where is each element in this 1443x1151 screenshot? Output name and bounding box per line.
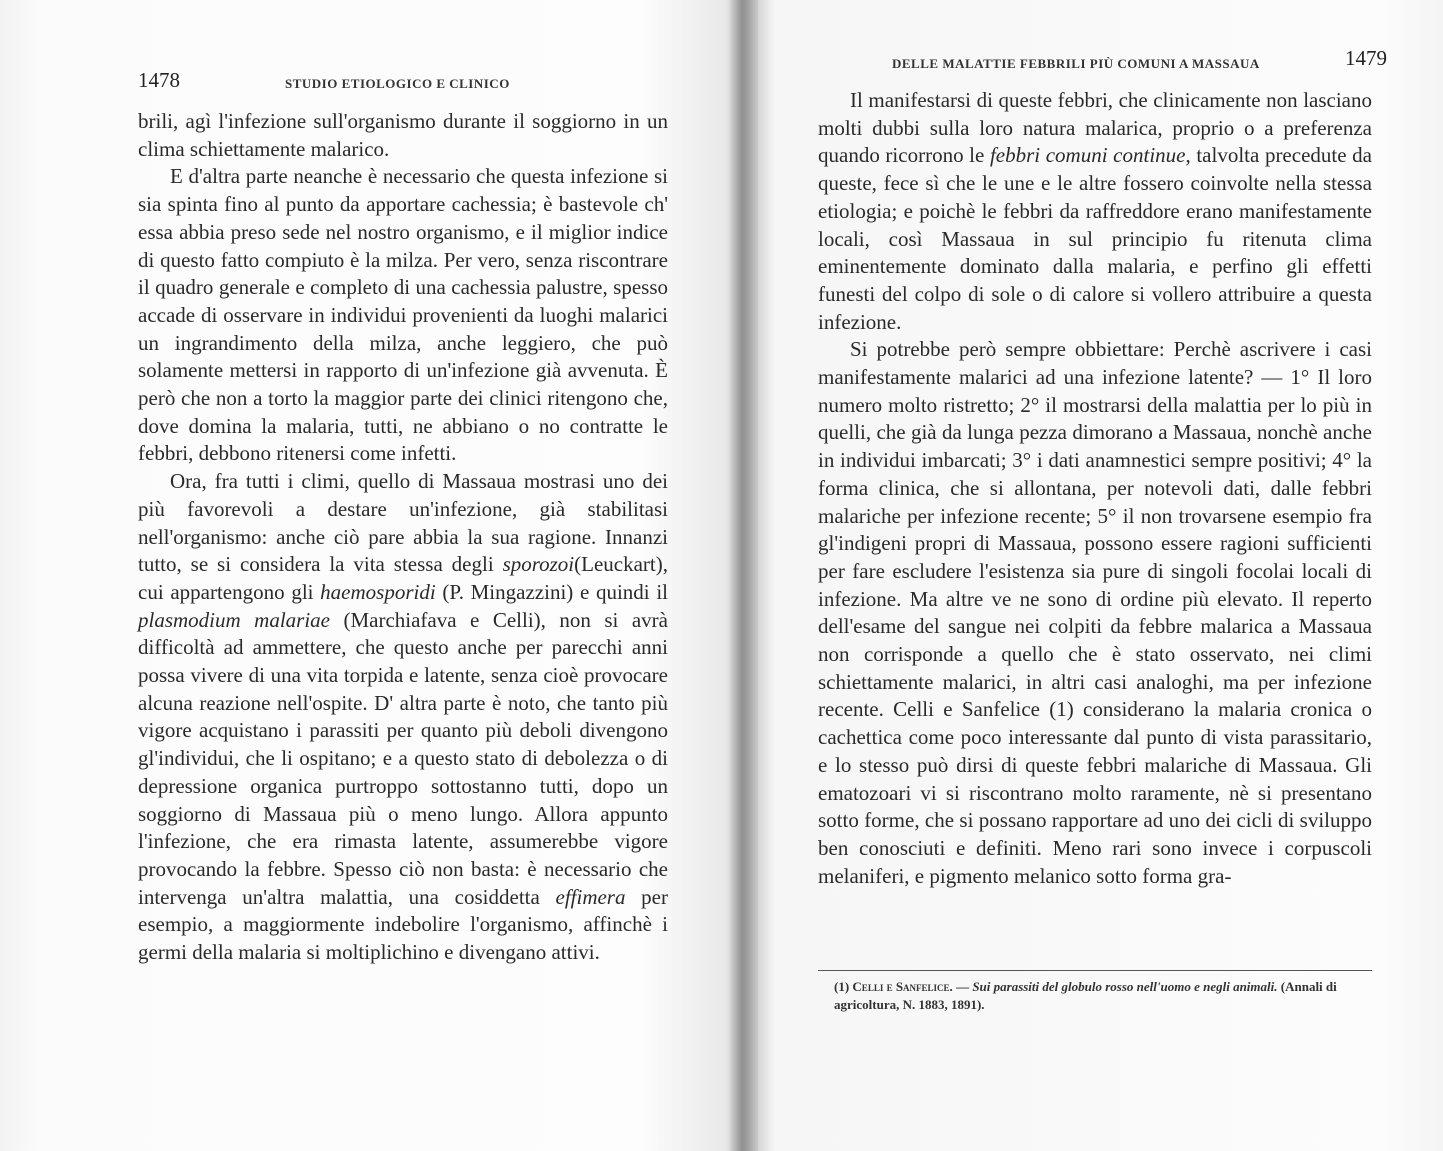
italic-term: effimera xyxy=(555,884,626,909)
paragraph xyxy=(138,468,668,967)
italic-term: febbri comuni continue xyxy=(989,143,1186,168)
page-number-right: 1479 xyxy=(1345,46,1387,70)
italic-term: plasmodium malariae xyxy=(138,607,330,632)
page-number-left: 1478 xyxy=(138,68,180,92)
paragraph: Si potrebbe però sempre obbiettare: Perchè ascrivere i casi manifestamente malarici ad una infezione latente? — 1° Il loro numero molto ristretto; 2° il mostrarsi della malattia per lo più in quelli, che già da lunga pezza dimorano a Massaua, nonchè anche in individui imbarcati; 3° i dati anamnestici sempre positivi; 4° la forma clinica, che si allontana, per notevoli dati, dalle febbri malariche per infezione recente; 5° il non trovarsene esempio fra gl'indigeni propri di Massaua, possono essere ragioni sufficienti per fare escludere l'esistenza sia pure di singoli focolai locali di infezione. Ma altre ve ne sono di ordine più elevato. Il reperto dell'esame del sangue nei colpiti da febbre malarica a Massaua non corrisponde a quello che è stato osservato, nei climi schiettamente malarici, in altri casi analoghi, ma per infezione recente. Celli e Sanfelice (1) considerano la malaria cronica o cachettica come poco interessante dal punto di vista parassitario, e lo stesso può dirsi di queste febbri malariche di Massaua. Gli ematozoari vi si riscontrano molto raramente, nè si presentano sotto forme, che si possano rapportare ad uno dei cicli di sviluppo ben conosciuti e definiti. Meno rari sono invece i corpuscoli melaniferi, e pigmento melanico sotto forma gra- xyxy=(818,337,1372,888)
text-run: Il manifestarsi di queste febbri, che clinicamente non lasciano molti dubbi sulla loro natura malarica, proprio o a preferenza quando ricorrono le xyxy=(818,88,1372,168)
left-body xyxy=(138,108,668,967)
text-run: (Leuckart), cui appartengono gli xyxy=(138,552,668,604)
italic-term: haemosporidi xyxy=(320,579,436,604)
footnote-dash: — xyxy=(952,979,973,994)
text-run: (Marchiafava e Celli), non si avrà difficoltà ad ammettere, che questo anche per parecchi anni possa vivere di una vita torpida e latente, senza cioè provocare alcuna reazione nell'ospite. D' altra parte è noto, che tanto più vigore acquistano i parassiti per quanto più deboli divengono gl'individui, che li ospitano; e a questo stato di debolezza o di depressione organica purtroppo sottostanno tutti, dopo un soggiorno di Massaua più o meno lungo. Allora appunto l'infezione, che era rimasta latente, assumerebbe vigore provocando la febbre. Spesso ciò non basta: è necessario che intervenga un'altra malattia, una cosiddetta xyxy=(138,607,668,909)
footnote-authors: Celli e Sanfelice. xyxy=(852,979,953,994)
text-run: , talvolta precedute da queste, fece sì che le une e le altre fossero coinvolte nella stessa etiologia; e poichè le febbri da raffreddore erano manifestamente locali, così Massaua in sul principio fu ritenuta clima eminentemente dominato dalla malaria, e perfino gli effetti funesti del colpo di sole o di calore si vollero attribuire a questa infezione. xyxy=(818,143,1372,334)
footnote-source: (Annali di agricoltura, N. 1883, 1891). xyxy=(834,979,1337,1012)
footnote xyxy=(834,978,1370,1014)
text-run: per esempio, a maggiormente indebolire l'organismo, affinchè i germi della malaria si moltiplichino e divengano attivi. xyxy=(138,884,668,965)
text-run: (P. Mingazzini) e quindi il xyxy=(435,579,668,604)
paragraph: brili, agì l'infezione sull'organismo durante il soggiorno in un clima schiettamente malarico. xyxy=(138,109,668,161)
paragraph xyxy=(818,87,1372,336)
italic-term: sporozoi xyxy=(502,552,575,577)
running-head-right: DELLE MALATTIE FEBBRILI PIÙ COMUNI A MASSAUA xyxy=(892,56,1260,71)
footnote-marker: (1) xyxy=(834,979,850,994)
running-head-left: STUDIO ETIOLOGICO E CLINICO xyxy=(285,76,510,91)
footnote-title: Sui parassiti del globulo rosso nell'uomo e negli animali. xyxy=(972,979,1278,994)
right-page xyxy=(760,0,1443,1151)
right-body xyxy=(818,87,1372,890)
footnote-divider xyxy=(818,970,1372,971)
paragraph: E d'altra parte neanche è necessario che questa infezione si sia spinta fino al punto da apportare cachessia; è bastevole ch' essa abbia preso sede nel nostro organismo, e il miglior indice di questo fatto compiuto è la milza. Per vero, senza riscontrare il quadro generale e completo di una cachessia palustre, spesso accade di osservare in individui provenienti da luoghi malarici un ingrandimento della milza, anche leggiero, che può solamente mettersi in rapporto di un'infezione già avvenuta. È però che non a torto la maggior parte dei clinici ritengono che, dove domina la malaria, tutti, ne abbiano o no contratte le febbri, debbono ritenersi come infetti. xyxy=(138,164,668,466)
text-run: Ora, fra tutti i climi, quello di Massaua mostrasi uno dei più favorevoli a destare un'infezione, già stabilitasi nell'organismo: anche ciò pare abbia la sua ragione. Innanzi tutto, se si considera la vita stessa degli xyxy=(138,469,668,577)
